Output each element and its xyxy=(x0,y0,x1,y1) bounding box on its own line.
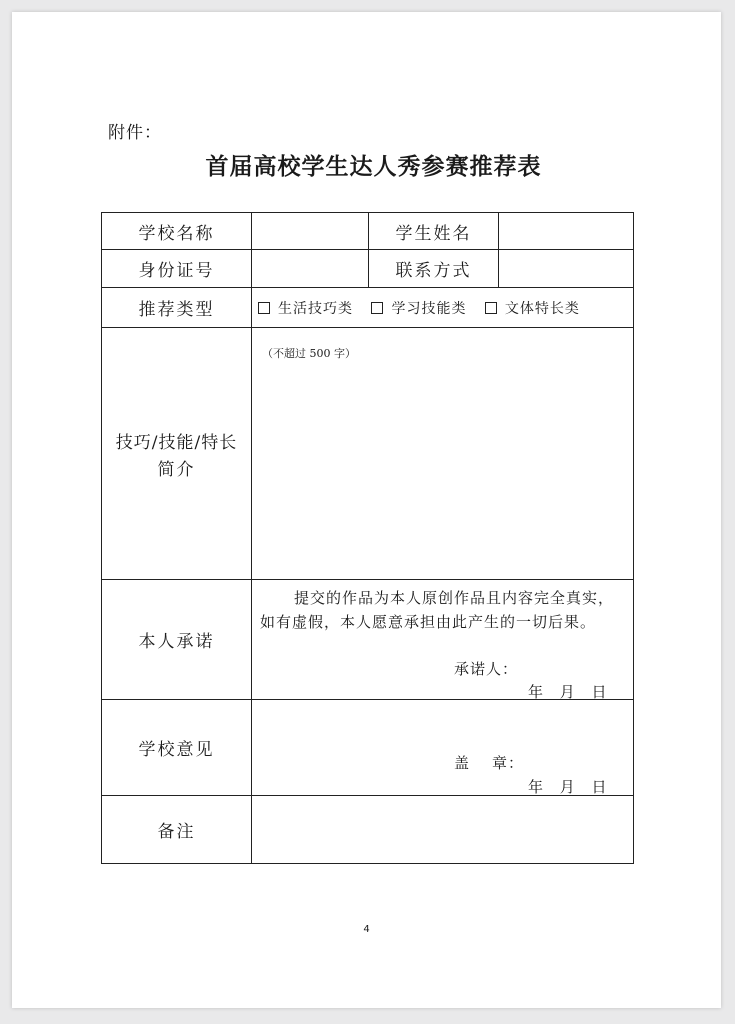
pledge-signer: 承诺人： xyxy=(454,660,519,678)
recommend-type-label: 推荐类型 xyxy=(102,288,252,328)
intro-hint: （不超过 500 字） xyxy=(262,347,356,360)
page-title: 首届高校学生达人秀参赛推荐表 xyxy=(205,153,542,180)
recommendation-form-table xyxy=(101,212,634,864)
option-life-skills[interactable] xyxy=(258,298,353,318)
contact-label: 联系方式 xyxy=(369,250,499,288)
table-row xyxy=(102,250,634,288)
remarks-field[interactable] xyxy=(252,796,634,864)
checkbox-icon[interactable] xyxy=(371,302,383,314)
school-name-field[interactable] xyxy=(252,213,369,250)
intro-label xyxy=(102,328,252,580)
option-label: 文体特长类 xyxy=(504,300,580,317)
table-row xyxy=(102,796,634,864)
opinion-date: 年 月 日 xyxy=(528,778,608,796)
attachment-label: 附件： xyxy=(108,123,162,143)
table-row xyxy=(102,700,634,796)
school-name-label: 学校名称 xyxy=(102,213,252,250)
pledge-label: 本人承诺 xyxy=(102,580,252,700)
remarks-label: 备注 xyxy=(102,796,252,864)
pledge-text xyxy=(260,586,625,634)
pledge-cell xyxy=(252,580,634,700)
intro-label-line2: 简介 xyxy=(157,459,196,480)
school-opinion-field[interactable] xyxy=(252,700,634,796)
id-number-field[interactable] xyxy=(252,250,369,288)
recommend-type-options xyxy=(252,288,634,328)
table-row xyxy=(102,580,634,700)
contact-field[interactable] xyxy=(499,250,634,288)
intro-label-line1: 技巧/技能/特长 xyxy=(115,432,238,453)
id-number-label: 身份证号 xyxy=(102,250,252,288)
student-name-field[interactable] xyxy=(499,213,634,250)
option-label: 学习技能类 xyxy=(391,300,467,317)
option-label: 生活技巧类 xyxy=(278,300,353,317)
document-page xyxy=(12,12,721,1008)
table-row xyxy=(102,328,634,580)
checkbox-icon[interactable] xyxy=(485,302,497,314)
table-row xyxy=(102,288,634,328)
option-arts-sports[interactable] xyxy=(485,298,580,318)
pledge-line-2: 如有虚假，本人愿意承担由此产生的一切后果。 xyxy=(260,613,597,631)
school-opinion-label: 学校意见 xyxy=(102,700,252,796)
intro-field[interactable] xyxy=(252,328,634,580)
pledge-line-1: 提交的作品为本人原创作品且内容完全真实， xyxy=(294,589,615,607)
checkbox-icon[interactable] xyxy=(258,302,270,314)
seal-label: 盖 章： xyxy=(454,754,525,772)
pledge-date: 年 月 日 xyxy=(528,683,608,701)
page-number: 4 xyxy=(363,924,370,935)
option-study-skills[interactable] xyxy=(371,298,466,318)
table-row xyxy=(102,213,634,250)
student-name-label: 学生姓名 xyxy=(369,213,499,250)
